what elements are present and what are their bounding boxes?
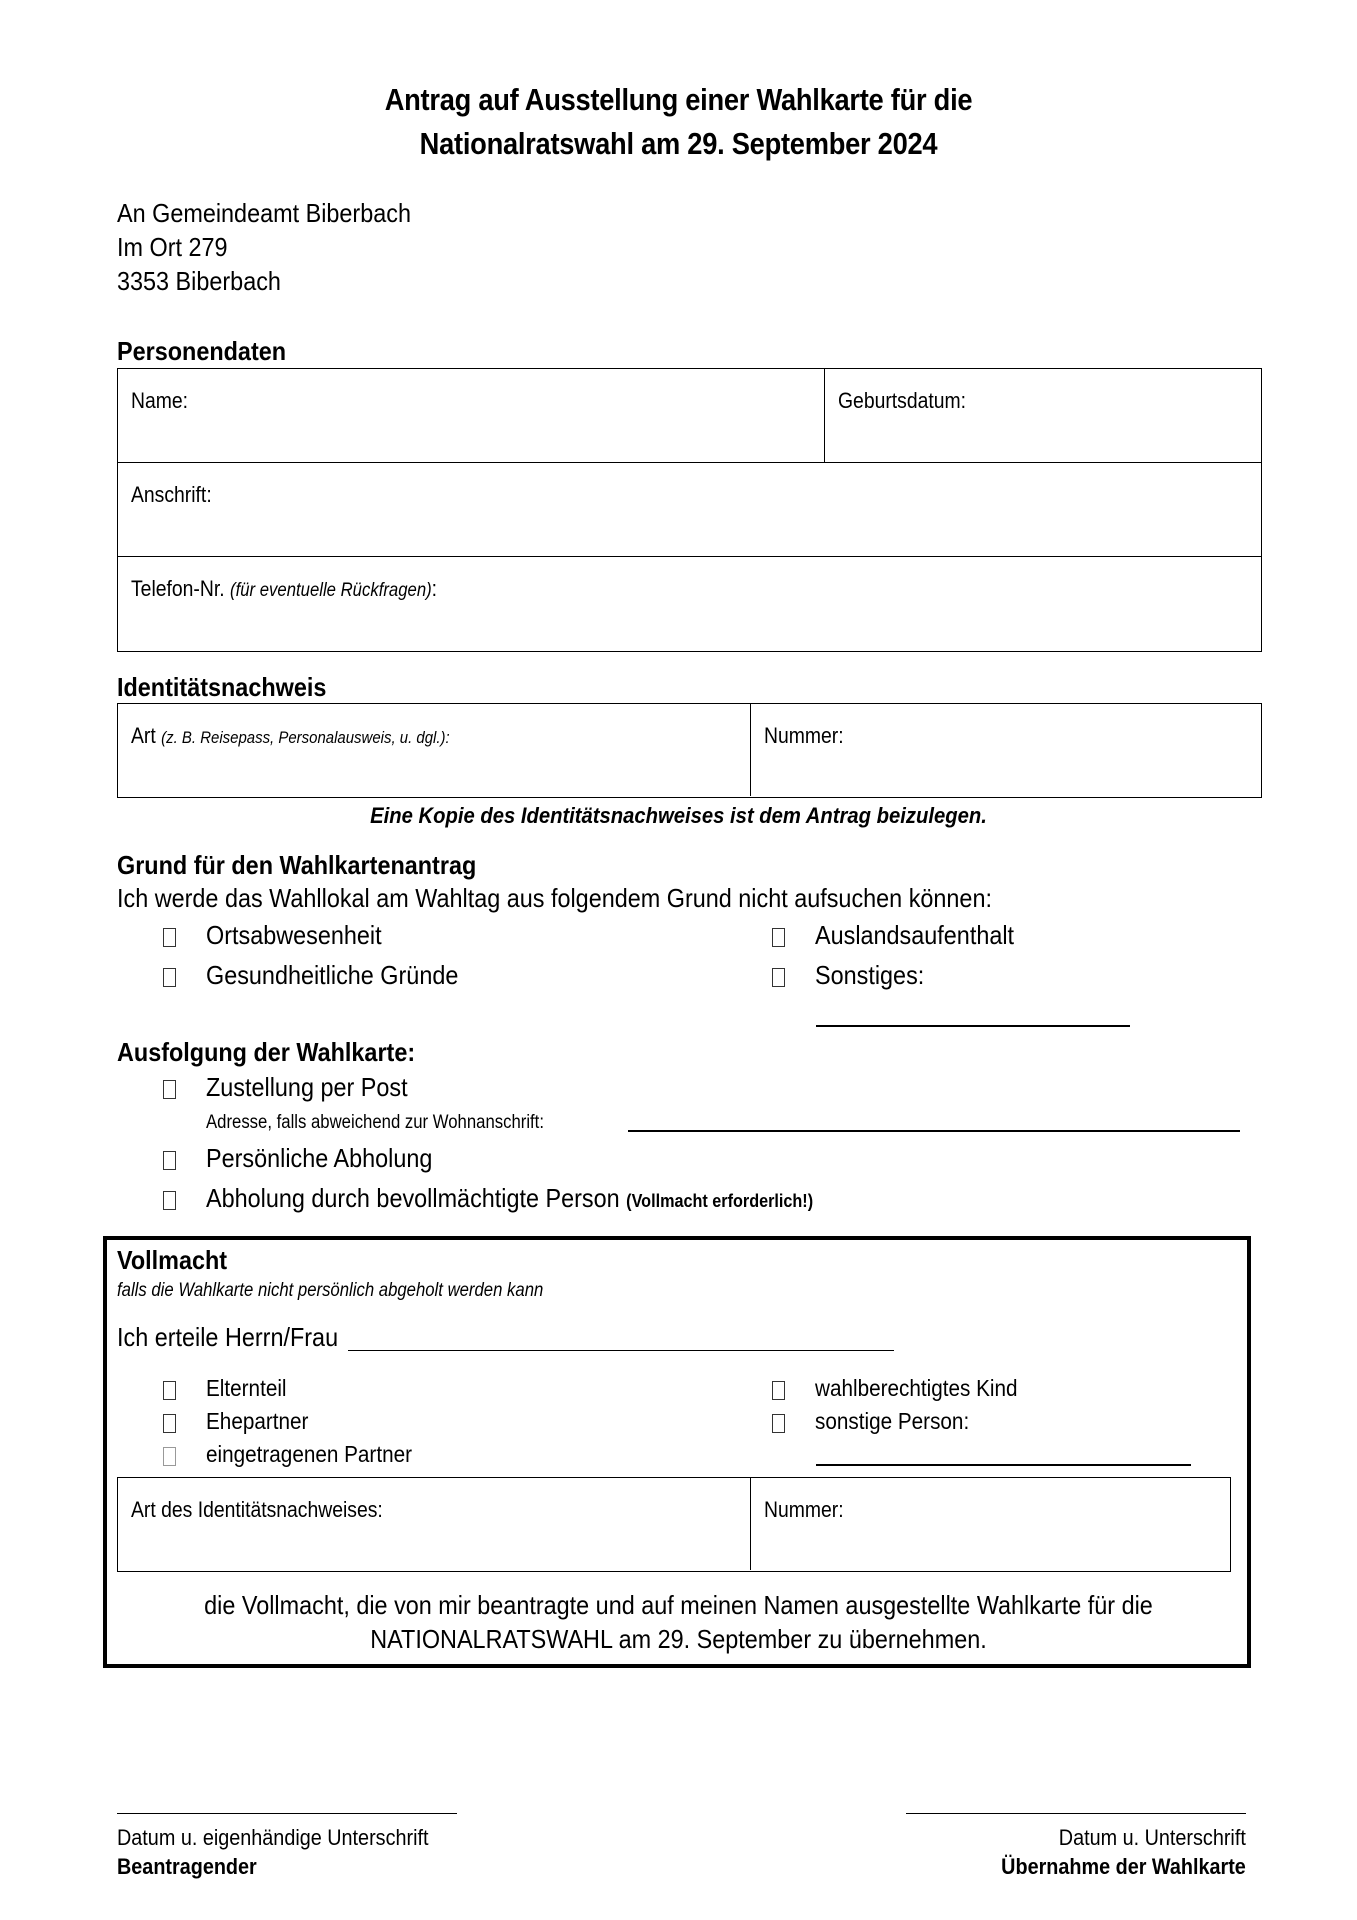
checkbox-elternteil[interactable] (163, 1381, 176, 1400)
applicant-signature-label: Datum u. eigenhändige Unterschrift (117, 1825, 429, 1850)
recipient-line2: Im Ort 279 (117, 232, 228, 262)
address-field[interactable] (118, 463, 1261, 557)
proxy-id-number-field[interactable] (751, 1478, 1230, 1570)
phone-colon: : (431, 576, 438, 601)
address-label: Anschrift: (131, 482, 212, 507)
proxy-closing-text (0, 1588, 1357, 1656)
reason-intro: Ich werde das Wahllokal am Wahltag aus folgendem Grund nicht aufsuchen können: (117, 883, 992, 913)
checkbox-ortsabwesenheit[interactable] (163, 928, 176, 947)
recipient-line3: 3353 Biberbach (117, 266, 281, 296)
reason-option-label: Sonstiges: (815, 960, 925, 990)
other-person-input[interactable] (816, 1464, 1191, 1466)
pickup-role-label: Übernahme der Wahlkarte (1001, 1854, 1246, 1879)
id-type-label (131, 723, 450, 749)
phone-field[interactable] (118, 557, 1261, 650)
checkbox-sonstiges[interactable] (772, 968, 785, 987)
alt-address-input[interactable] (628, 1130, 1240, 1132)
reason-other-input[interactable] (816, 1025, 1130, 1027)
checkbox-eingetragener-partner[interactable] (163, 1447, 176, 1466)
delivery-option-label-text: Abholung durch bevollmächtigte Person (206, 1183, 620, 1213)
section-heading-proxy: Vollmacht (117, 1245, 228, 1275)
recipient-signature-line[interactable] (906, 1813, 1246, 1814)
delivery-option-label: Zustellung per Post (206, 1072, 408, 1102)
relation-option-label: eingetragenen Partner (206, 1441, 413, 1467)
proxy-name-input[interactable] (348, 1350, 894, 1351)
relation-option-label: Elternteil (206, 1375, 287, 1401)
name-field[interactable] (118, 369, 825, 463)
phone-label-text: Telefon-Nr. (131, 576, 225, 601)
personal-data-table (117, 368, 1262, 652)
phone-hint: (für eventuelle Rückfragen) (230, 580, 432, 601)
proxy-closing-line1: die Vollmacht, die von mir beantragte und auf meinen Namen ausgestellte Wahlkarte für die (204, 1590, 1153, 1620)
id-number-label: Nummer: (764, 723, 844, 748)
proxy-id-number-label: Nummer: (764, 1497, 844, 1522)
form-title-line1: Antrag auf Ausstellung einer Wahlkarte für die (384, 82, 973, 117)
delivery-option-label: Persönliche Abholung (206, 1143, 433, 1173)
section-heading-identity: Identitätsnachweis (117, 672, 327, 702)
pickup-signature-label: Datum u. Unterschrift (1058, 1825, 1246, 1850)
proxy-id-type-field[interactable] (118, 1478, 751, 1570)
birthdate-label: Geburtsdatum: (838, 388, 967, 413)
reason-option-label: Gesundheitliche Gründe (206, 960, 459, 990)
applicant-role-label: Beantragender (117, 1854, 257, 1879)
id-type-hint: (z. B. Reisepass, Personalausweis, u. dgl.): (161, 728, 450, 747)
phone-label (131, 576, 437, 602)
applicant-signature-line[interactable] (117, 1813, 457, 1814)
proxy-grant-label: Ich erteile Herrn/Frau (117, 1322, 339, 1352)
identity-table (117, 703, 1262, 798)
checkbox-persoenliche-abholung[interactable] (163, 1151, 176, 1170)
checkbox-abholung-bevollmaechtigte[interactable] (163, 1191, 176, 1210)
section-heading-personal-data: Personendaten (117, 336, 287, 366)
proxy-required-note: (Vollmacht erforderlich!) (626, 1191, 814, 1211)
checkbox-ehepartner[interactable] (163, 1414, 176, 1433)
recipient-line1: An Gemeindeamt Biberbach (117, 198, 411, 228)
relation-option-label: Ehepartner (206, 1408, 309, 1434)
identity-copy-note: Eine Kopie des Identitätsnachweises ist dem Antrag beizulegen. (370, 803, 987, 828)
checkbox-auslandsaufenthalt[interactable] (772, 928, 785, 947)
proxy-id-type-label: Art des Identitätsnachweises: (131, 1497, 383, 1522)
id-type-field[interactable] (118, 704, 751, 796)
reason-option-label: Auslandsaufenthalt (815, 920, 1015, 950)
proxy-closing-line2: NATIONALRATSWAHL am 29. September zu übernehmen. (370, 1624, 987, 1654)
checkbox-zustellung-post[interactable] (163, 1080, 176, 1099)
relation-option-label: sonstige Person: (815, 1408, 970, 1434)
name-label: Name: (131, 388, 189, 413)
recipient-address (117, 196, 411, 298)
applicant-signature-caption (117, 1823, 428, 1881)
delivery-option-label (206, 1183, 813, 1214)
id-type-label-text: Art (131, 723, 156, 748)
birthdate-field[interactable] (825, 369, 1261, 463)
checkbox-wahlberechtigtes-kind[interactable] (772, 1381, 785, 1400)
proxy-subheading: falls die Wahlkarte nicht persönlich abgeholt werden kann (117, 1280, 544, 1301)
section-heading-delivery: Ausfolgung der Wahlkarte: (117, 1037, 416, 1067)
proxy-identity-table (117, 1477, 1231, 1572)
section-heading-reason: Grund für den Wahlkartenantrag (117, 850, 477, 880)
id-number-field[interactable] (751, 704, 1261, 796)
pickup-signature-caption (1001, 1823, 1246, 1881)
reason-option-label: Ortsabwesenheit (206, 920, 382, 950)
relation-option-label: wahlberechtigtes Kind (815, 1375, 1018, 1401)
checkbox-gesundheitliche-gruende[interactable] (163, 968, 176, 987)
form-title-line2: Nationalratswahl am 29. September 2024 (419, 126, 938, 161)
checkbox-sonstige-person[interactable] (772, 1414, 785, 1433)
alt-address-label: Adresse, falls abweichend zur Wohnanschrift: (206, 1112, 544, 1133)
form-title (81, 78, 1275, 166)
